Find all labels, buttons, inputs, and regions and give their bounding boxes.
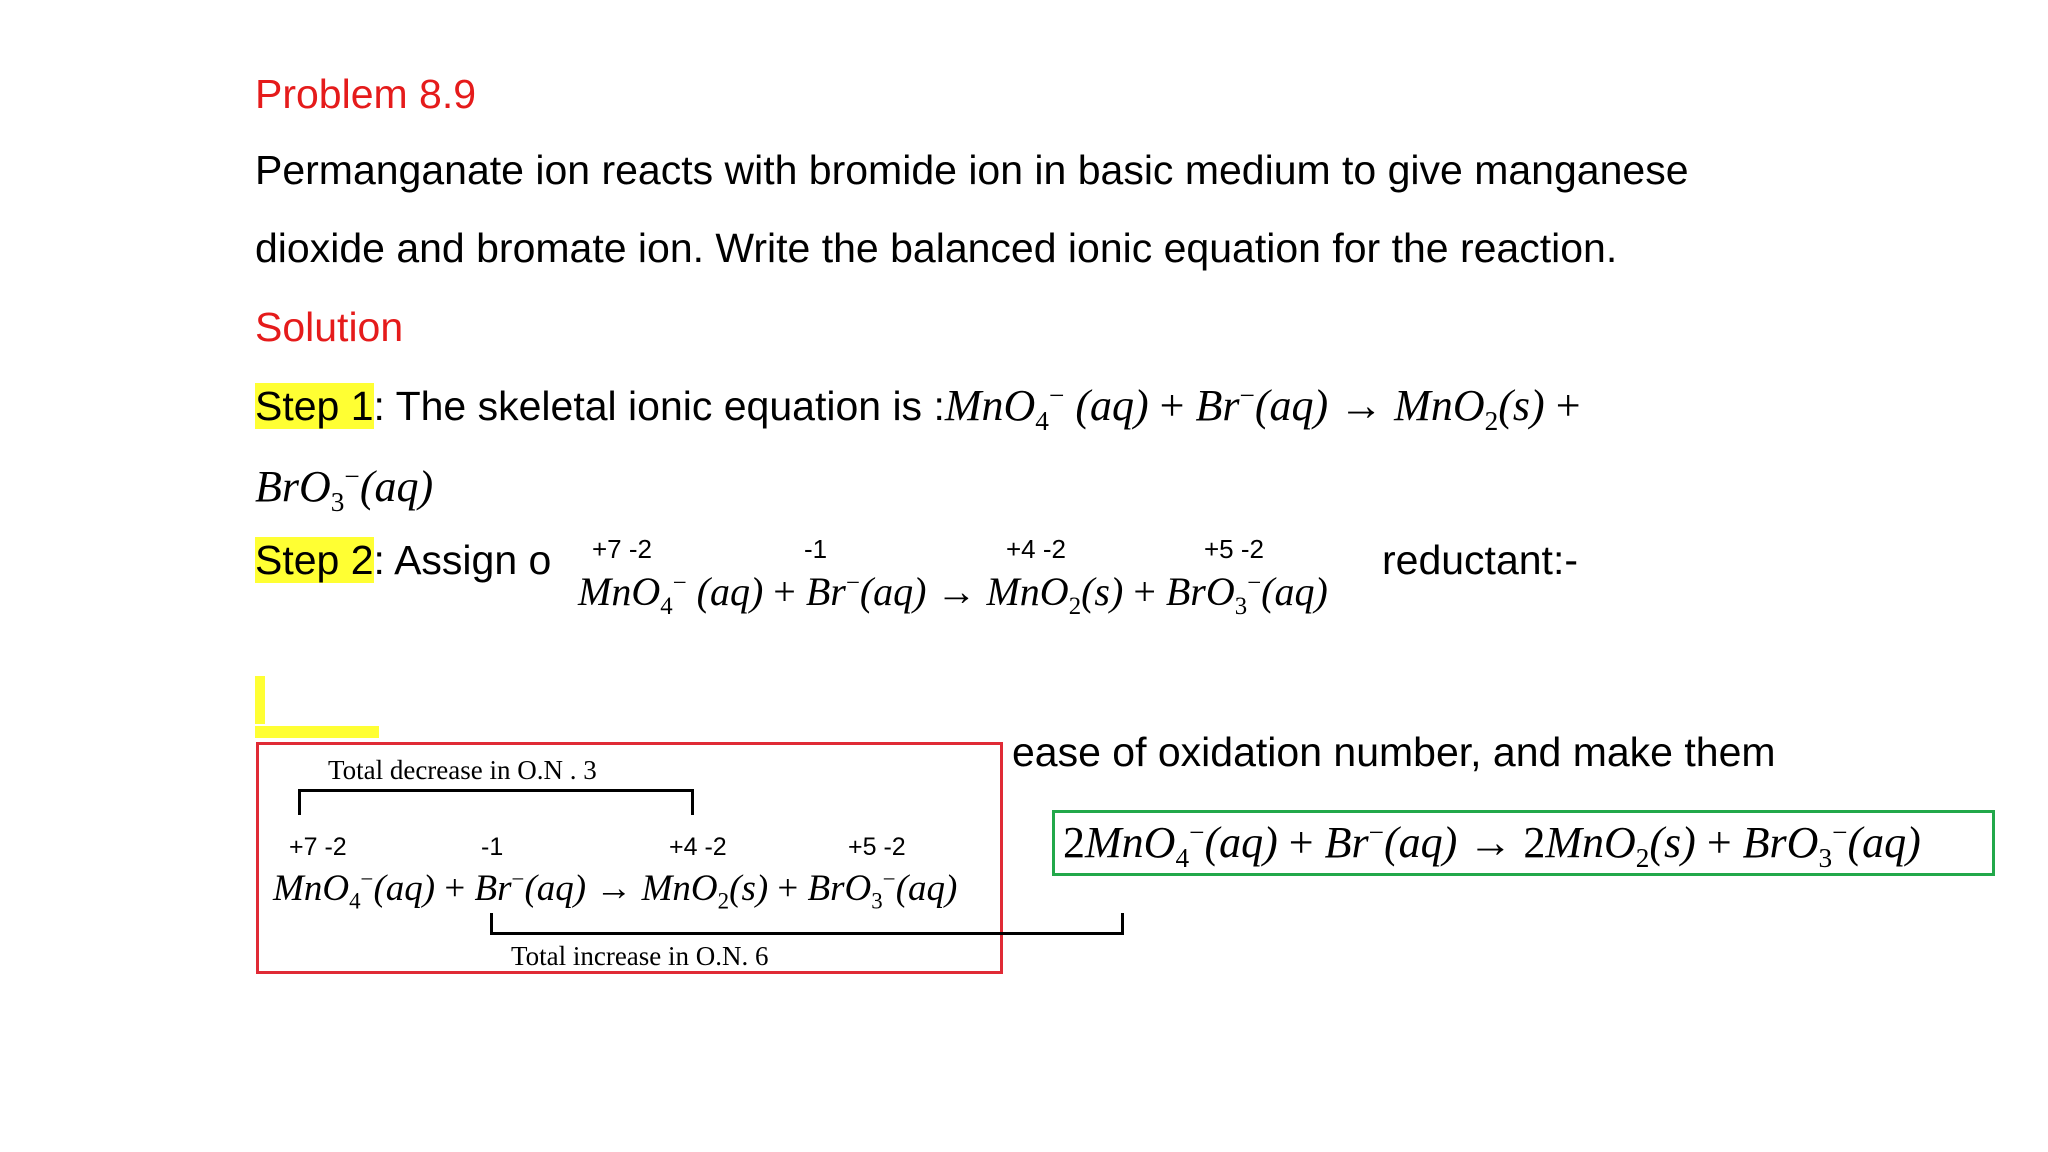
on-br: -1 (804, 534, 828, 564)
decrease-bracket (298, 789, 694, 815)
step3-label-fragment (255, 726, 379, 738)
on-mno2: +4 -2 (1006, 534, 1066, 564)
problem-line-1: Permanganate ion reacts with bromide ion in basic medium to give manganese (255, 147, 1689, 193)
on-bro3: +5 -2 (1204, 534, 1264, 564)
balanced-equation: 2MnO$_4$−(aq) + Br−(aq) → 2MnO$_2$(s) + BrO$_3$−(aq) (1063, 817, 1921, 873)
step2-line (255, 537, 552, 583)
solution-title: Solution (255, 304, 404, 350)
box-on-mno2: +4 -2 (669, 833, 727, 861)
oxidation-change-diagram (256, 742, 1003, 974)
step3-text-partial: ease of oxidation number, and make them (1012, 729, 1776, 775)
increase-bracket (490, 913, 1124, 935)
box-on-br: -1 (481, 833, 504, 861)
step2-text-left: : Assign o (373, 537, 552, 583)
step1-line (255, 380, 1581, 436)
box-equation: MnO$_4$−(aq) + Br−(aq) → MnO$_2$(s) + BrO$_3$−(aq) (273, 866, 958, 914)
box-on-bro3: +5 -2 (848, 833, 906, 861)
problem-title: Problem 8.9 (255, 71, 477, 117)
step3-highlight-fragment (255, 676, 265, 724)
step2-equation-overlay (572, 528, 1382, 618)
step1-text: : The skeletal ionic equation is : (373, 383, 945, 429)
step2-label: Step 2 (255, 537, 374, 583)
step1-label: Step 1 (255, 383, 374, 429)
balanced-equation-box (1052, 810, 1995, 876)
increase-caption: Total increase in O.N. 6 (511, 941, 769, 971)
step2-text-right: reductant:- (1382, 537, 1578, 583)
problem-line-2: dioxide and bromate ion. Write the balanced ionic equation for the reaction. (255, 225, 1618, 271)
decrease-caption: Total decrease in O.N . 3 (328, 755, 597, 785)
box-on-mno4: +7 -2 (289, 833, 347, 861)
step1-equation-part1: MnO$_4$− (aq) + Br−(aq) → MnO$_2$(s) + (944, 380, 1581, 436)
on-mno4: +7 -2 (592, 534, 652, 564)
step2-equation: MnO$_4$− (aq) + Br−(aq) → MnO$_2$(s) + BrO$_3$−(aq) (578, 569, 1328, 620)
step1-equation-part2: BrO$_3$−(aq) (255, 461, 434, 517)
